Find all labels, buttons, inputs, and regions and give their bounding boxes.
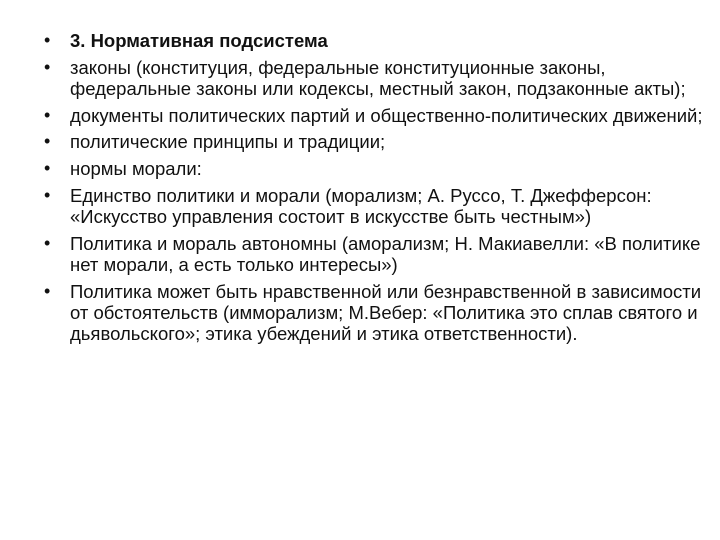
list-item-text: Политика и мораль автономны (аморализм; Н. Макиавелли: «В политике нет морали, а есть только интересы») bbox=[70, 232, 701, 275]
bullet-list bbox=[44, 30, 704, 350]
list-item-text: Единство политики и морали (морализм; А. Руссо, Т. Джефферсон: «Искусство управления состоит в искусстве быть честным») bbox=[70, 184, 652, 227]
list-item bbox=[44, 105, 704, 126]
bullet-icon: • bbox=[44, 104, 51, 125]
list-item-text: законы (конституция, федеральные конституционные законы, федеральные законы или кодексы, местный закон, подзаконные акты); bbox=[70, 56, 686, 99]
bullet-icon: • bbox=[44, 280, 51, 301]
bullet-icon: • bbox=[44, 30, 51, 50]
list-item bbox=[44, 57, 704, 99]
list-item-text: документы политических партий и общественно-политических движений; bbox=[70, 104, 703, 126]
bullet-icon: • bbox=[44, 56, 51, 77]
list-item bbox=[44, 233, 704, 275]
list-item bbox=[44, 281, 704, 345]
section-heading: 3. Нормативная подсистема bbox=[70, 30, 328, 51]
list-item bbox=[44, 185, 704, 227]
list-item bbox=[44, 158, 704, 179]
list-item bbox=[44, 30, 704, 51]
list-item bbox=[44, 131, 704, 152]
bullet-icon: • bbox=[44, 184, 51, 205]
list-item-text: нормы морали: bbox=[70, 158, 202, 180]
bullet-icon: • bbox=[44, 131, 51, 152]
list-item-text: Политика может быть нравственной или безнравственной в зависимости от обстоятельств (имморализм; М.Вебер: «Политика это сплав святого и дьявольского»; этика убеждений и этика ответственности). bbox=[70, 280, 702, 344]
bullet-icon: • bbox=[44, 232, 51, 253]
list-item-text: политические принципы и традиции; bbox=[70, 131, 386, 153]
bullet-icon: • bbox=[44, 158, 51, 179]
